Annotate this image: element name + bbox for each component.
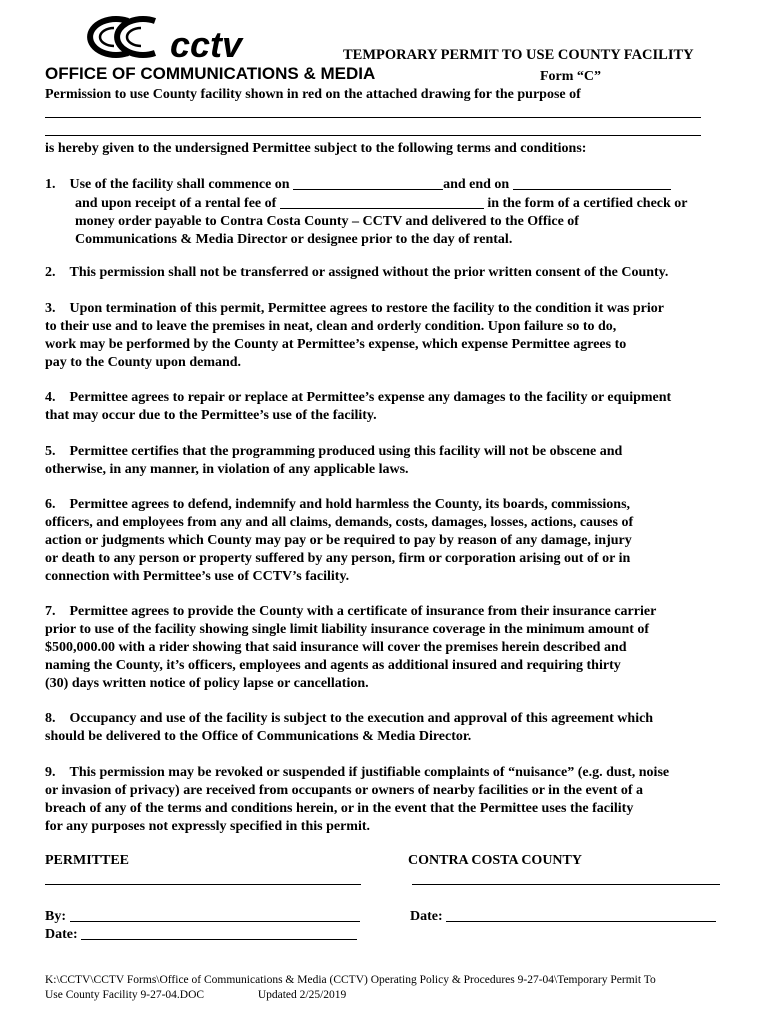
- term-text: This permission shall not be transferred or assigned without the prior written consent of the County.: [69, 265, 669, 280]
- end-date-field[interactable]: [513, 175, 671, 190]
- term-9: [45, 764, 735, 836]
- term-5: [45, 443, 735, 479]
- by-field[interactable]: [70, 907, 360, 922]
- term-2: [45, 264, 735, 282]
- term-text: Use of the facility shall commence on: [69, 177, 290, 192]
- county-signature-line[interactable]: [412, 884, 720, 885]
- footer-path-line-2: Use County Facility 9-27-04.DOC: [45, 989, 205, 1001]
- term-6: [45, 496, 735, 586]
- term-number: 7.: [45, 604, 56, 619]
- term-7: [45, 603, 735, 693]
- term-number: 8.: [45, 711, 56, 726]
- term-number: 9.: [45, 765, 56, 780]
- permittee-label: PERMITTEE: [45, 853, 130, 868]
- footer: [45, 973, 656, 1003]
- term-text: in the form of a certified check or: [487, 196, 688, 211]
- county-date-row: [410, 907, 716, 926]
- term-1: [45, 175, 735, 249]
- term-text: pay to the County upon demand.: [45, 355, 242, 370]
- purpose-blank-1[interactable]: [45, 117, 701, 118]
- term-text: to their use and to leave the premises in neat, clean and orderly condition. Upon failure so to do,: [45, 319, 617, 334]
- term-text: work may be performed by the County at Permittee’s expense, which expense Permittee agrees to: [45, 337, 627, 352]
- term-text: action or judgments which County may pay or be required to pay by reason of any damage, injury: [45, 533, 632, 548]
- term-number: 4.: [45, 390, 56, 405]
- purpose-blank-2[interactable]: [45, 135, 701, 136]
- purpose-line: Permission to use County facility shown in red on the attached drawing for the purpose of: [45, 87, 581, 102]
- commence-date-field[interactable]: [293, 175, 443, 190]
- date-label: Date:: [45, 927, 78, 942]
- term-text: breach of any of the terms and conditions herein, or in the event that the Permittee uses the facility: [45, 801, 634, 816]
- term-number: 6.: [45, 497, 56, 512]
- term-text: Permittee agrees to provide the County with a certificate of insurance from their insurance carrier: [69, 604, 657, 619]
- county-label: CONTRA COSTA COUNTY: [408, 853, 582, 868]
- date-label: Date:: [410, 909, 443, 924]
- term-text: connection with Permittee’s use of CCTV’s facility.: [45, 569, 350, 584]
- term-text: that may occur due to the Permittee’s use of the facility.: [45, 408, 377, 423]
- term-text: money order payable to Contra Costa County – CCTV and delivered to the Office of: [75, 214, 579, 229]
- office-name: OFFICE OF COMMUNICATIONS & MEDIA: [45, 64, 376, 83]
- term-text: (30) days written notice of policy lapse or cancellation.: [45, 676, 369, 691]
- term-text: and end on: [443, 177, 510, 192]
- term-text: This permission may be revoked or suspended if justifiable complaints of “nuisance” (e.g. dust, noise: [69, 765, 670, 780]
- county-date-field[interactable]: [446, 907, 716, 922]
- term-text: or death to any person or property suffered by any person, firm or corporation arising out of or in: [45, 551, 631, 566]
- term-3: [45, 300, 735, 372]
- form-label: Form “C”: [540, 69, 602, 84]
- term-text: Permittee agrees to repair or replace at Permittee’s expense any damages to the facility or equipment: [69, 390, 672, 405]
- term-text: should be delivered to the Office of Communications & Media Director.: [45, 729, 472, 744]
- cctv-logo: [70, 12, 325, 62]
- term-text: Permittee certifies that the programming produced using this facility will not be obscene and: [69, 444, 623, 459]
- term-text: naming the County, it’s officers, employees and agents as additional insured and requiring thirty: [45, 658, 621, 673]
- term-text: Occupancy and use of the facility is subject to the execution and approval of this agreement which: [69, 711, 654, 726]
- term-text: otherwise, in any manner, in violation of any applicable laws.: [45, 462, 409, 477]
- term-text: and upon receipt of a rental fee of: [75, 196, 277, 211]
- document-title: TEMPORARY PERMIT TO USE COUNTY FACILITY: [343, 47, 694, 63]
- permittee-date-field[interactable]: [81, 925, 357, 940]
- term-text: $500,000.00 with a rider showing that said insurance will cover the premises herein described and: [45, 640, 627, 655]
- term-number: 2.: [45, 265, 56, 280]
- term-text: Communications & Media Director or designee prior to the day of rental.: [75, 232, 513, 247]
- logo-wordmark: cctv: [170, 24, 243, 62]
- by-label: By:: [45, 909, 66, 924]
- term-number: 3.: [45, 301, 56, 316]
- rental-fee-field[interactable]: [280, 194, 484, 209]
- permittee-signature-line[interactable]: [45, 884, 361, 885]
- given-line: is hereby given to the undersigned Permittee subject to the following terms and conditions:: [45, 141, 587, 156]
- term-text: Permittee agrees to defend, indemnify and hold harmless the County, its boards, commissions,: [69, 497, 631, 512]
- term-number: 5.: [45, 444, 56, 459]
- footer-updated: Updated 2/25/2019: [257, 989, 347, 1001]
- term-text: for any purposes not expressly specified in this permit.: [45, 819, 370, 834]
- term-4: [45, 389, 735, 425]
- by-row: [45, 907, 360, 926]
- term-text: officers, and employees from any and all claims, demands, costs, damages, losses, actions, causes of: [45, 515, 634, 530]
- term-text: prior to use of the facility showing single limit liability insurance coverage in the minimum amount of: [45, 622, 650, 637]
- term-text: or invasion of privacy) are received from occupants or owners of nearby facilities or in the event of a: [45, 783, 644, 798]
- footer-path-line-1: K:\CCTV\CCTV Forms\Office of Communications & Media (CCTV) Operating Policy & Procedures 9-27-04\Temporary Permit To: [45, 974, 656, 986]
- term-8: [45, 710, 735, 746]
- permittee-date-row: [45, 925, 357, 944]
- term-text: Upon termination of this permit, Permittee agrees to restore the facility to the condition it was prior: [69, 301, 664, 316]
- term-number: 1.: [45, 177, 56, 192]
